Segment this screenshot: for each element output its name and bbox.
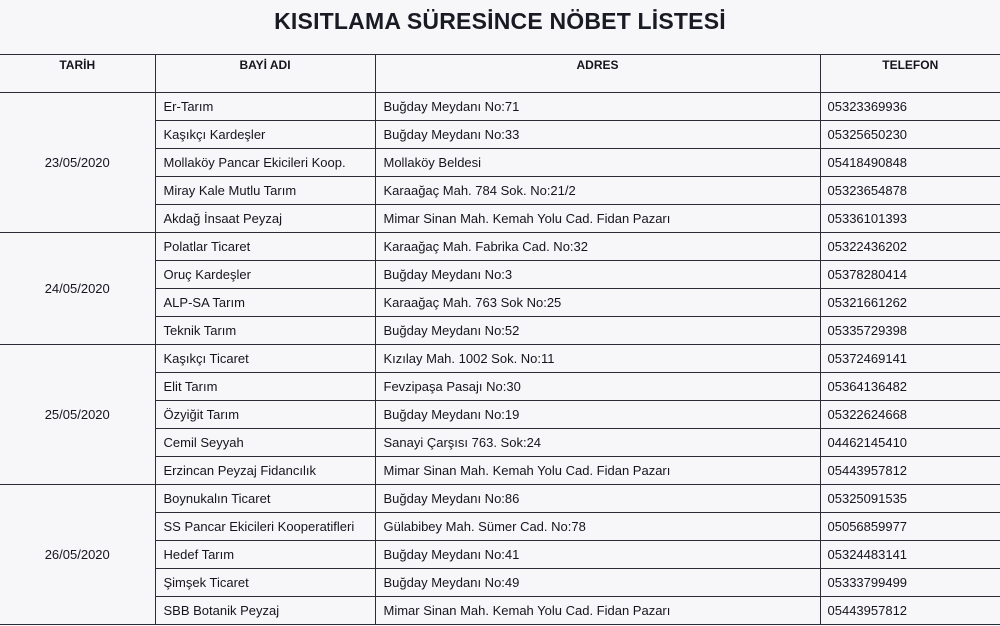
address-cell: Mimar Sinan Mah. Kemah Yolu Cad. Fidan Pazarı (375, 597, 820, 625)
phone-cell: 05335729398 (820, 317, 1000, 345)
dealer-name-cell: Teknik Tarım (155, 317, 375, 345)
phone-cell: 05321661262 (820, 289, 1000, 317)
duty-roster-table (0, 54, 1000, 625)
address-cell: Fevzipaşa Pasajı No:30 (375, 373, 820, 401)
date-cell: 23/05/2020 (0, 93, 155, 233)
phone-cell: 05323654878 (820, 177, 1000, 205)
phone-cell: 05364136482 (820, 373, 1000, 401)
date-cell: 25/05/2020 (0, 345, 155, 485)
address-cell: Buğday Meydanı No:3 (375, 261, 820, 289)
header-date: TARİH (0, 55, 155, 93)
phone-cell: 05325091535 (820, 485, 1000, 513)
dealer-name-cell: Kaşıkçı Kardeşler (155, 121, 375, 149)
phone-cell: 05056859977 (820, 513, 1000, 541)
phone-cell: 05443957812 (820, 597, 1000, 625)
address-cell: Mimar Sinan Mah. Kemah Yolu Cad. Fidan Pazarı (375, 205, 820, 233)
address-cell: Buğday Meydanı No:33 (375, 121, 820, 149)
address-cell: Gülabibey Mah. Sümer Cad. No:78 (375, 513, 820, 541)
address-cell: Buğday Meydanı No:71 (375, 93, 820, 121)
table-row (0, 485, 1000, 513)
phone-cell: 05378280414 (820, 261, 1000, 289)
address-cell: Mimar Sinan Mah. Kemah Yolu Cad. Fidan Pazarı (375, 457, 820, 485)
dealer-name-cell: Akdağ İnsaat Peyzaj (155, 205, 375, 233)
phone-cell: 05372469141 (820, 345, 1000, 373)
dealer-name-cell: Polatlar Ticaret (155, 233, 375, 261)
dealer-name-cell: Boynukalın Ticaret (155, 485, 375, 513)
dealer-name-cell: Kaşıkçı Ticaret (155, 345, 375, 373)
date-cell: 26/05/2020 (0, 485, 155, 625)
address-cell: Buğday Meydanı No:52 (375, 317, 820, 345)
phone-cell: 05333799499 (820, 569, 1000, 597)
phone-cell: 05325650230 (820, 121, 1000, 149)
phone-cell: 05443957812 (820, 457, 1000, 485)
address-cell: Buğday Meydanı No:19 (375, 401, 820, 429)
phone-cell: 05323369936 (820, 93, 1000, 121)
table-row (0, 93, 1000, 121)
address-cell: Buğday Meydanı No:86 (375, 485, 820, 513)
phone-cell: 05418490848 (820, 149, 1000, 177)
dealer-name-cell: Hedef Tarım (155, 541, 375, 569)
table-row (0, 345, 1000, 373)
dealer-name-cell: Miray Kale Mutlu Tarım (155, 177, 375, 205)
header-address: ADRES (375, 55, 820, 93)
address-cell: Karaağaç Mah. 784 Sok. No:21/2 (375, 177, 820, 205)
address-cell: Sanayi Çarşısı 763. Sok:24 (375, 429, 820, 457)
dealer-name-cell: SS Pancar Ekicileri Kooperatifleri (155, 513, 375, 541)
dealer-name-cell: ALP-SA Tarım (155, 289, 375, 317)
roster-body (0, 93, 1000, 625)
table-row (0, 233, 1000, 261)
address-cell: Kızılay Mah. 1002 Sok. No:11 (375, 345, 820, 373)
dealer-name-cell: Er-Tarım (155, 93, 375, 121)
phone-cell: 05336101393 (820, 205, 1000, 233)
dealer-name-cell: Cemil Seyyah (155, 429, 375, 457)
header-phone: TELEFON (820, 55, 1000, 93)
phone-cell: 04462145410 (820, 429, 1000, 457)
address-cell: Karaağaç Mah. 763 Sok No:25 (375, 289, 820, 317)
dealer-name-cell: Şimşek Ticaret (155, 569, 375, 597)
phone-cell: 05322436202 (820, 233, 1000, 261)
dealer-name-cell: Elit Tarım (155, 373, 375, 401)
phone-cell: 05324483141 (820, 541, 1000, 569)
phone-cell: 05322624668 (820, 401, 1000, 429)
dealer-name-cell: Mollaköy Pancar Ekicileri Koop. (155, 149, 375, 177)
date-cell: 24/05/2020 (0, 233, 155, 345)
header-row (0, 55, 1000, 93)
address-cell: Buğday Meydanı No:49 (375, 569, 820, 597)
address-cell: Karaağaç Mah. Fabrika Cad. No:32 (375, 233, 820, 261)
dealer-name-cell: Erzincan Peyzaj Fidancılık (155, 457, 375, 485)
address-cell: Mollaköy Beldesi (375, 149, 820, 177)
header-dealer: BAYİ ADI (155, 55, 375, 93)
page-title: KISITLAMA SÜRESİNCE NÖBET LİSTESİ (274, 8, 726, 34)
address-cell: Buğday Meydanı No:41 (375, 541, 820, 569)
dealer-name-cell: SBB Botanik Peyzaj (155, 597, 375, 625)
dealer-name-cell: Oruç Kardeşler (155, 261, 375, 289)
dealer-name-cell: Özyiğit Tarım (155, 401, 375, 429)
